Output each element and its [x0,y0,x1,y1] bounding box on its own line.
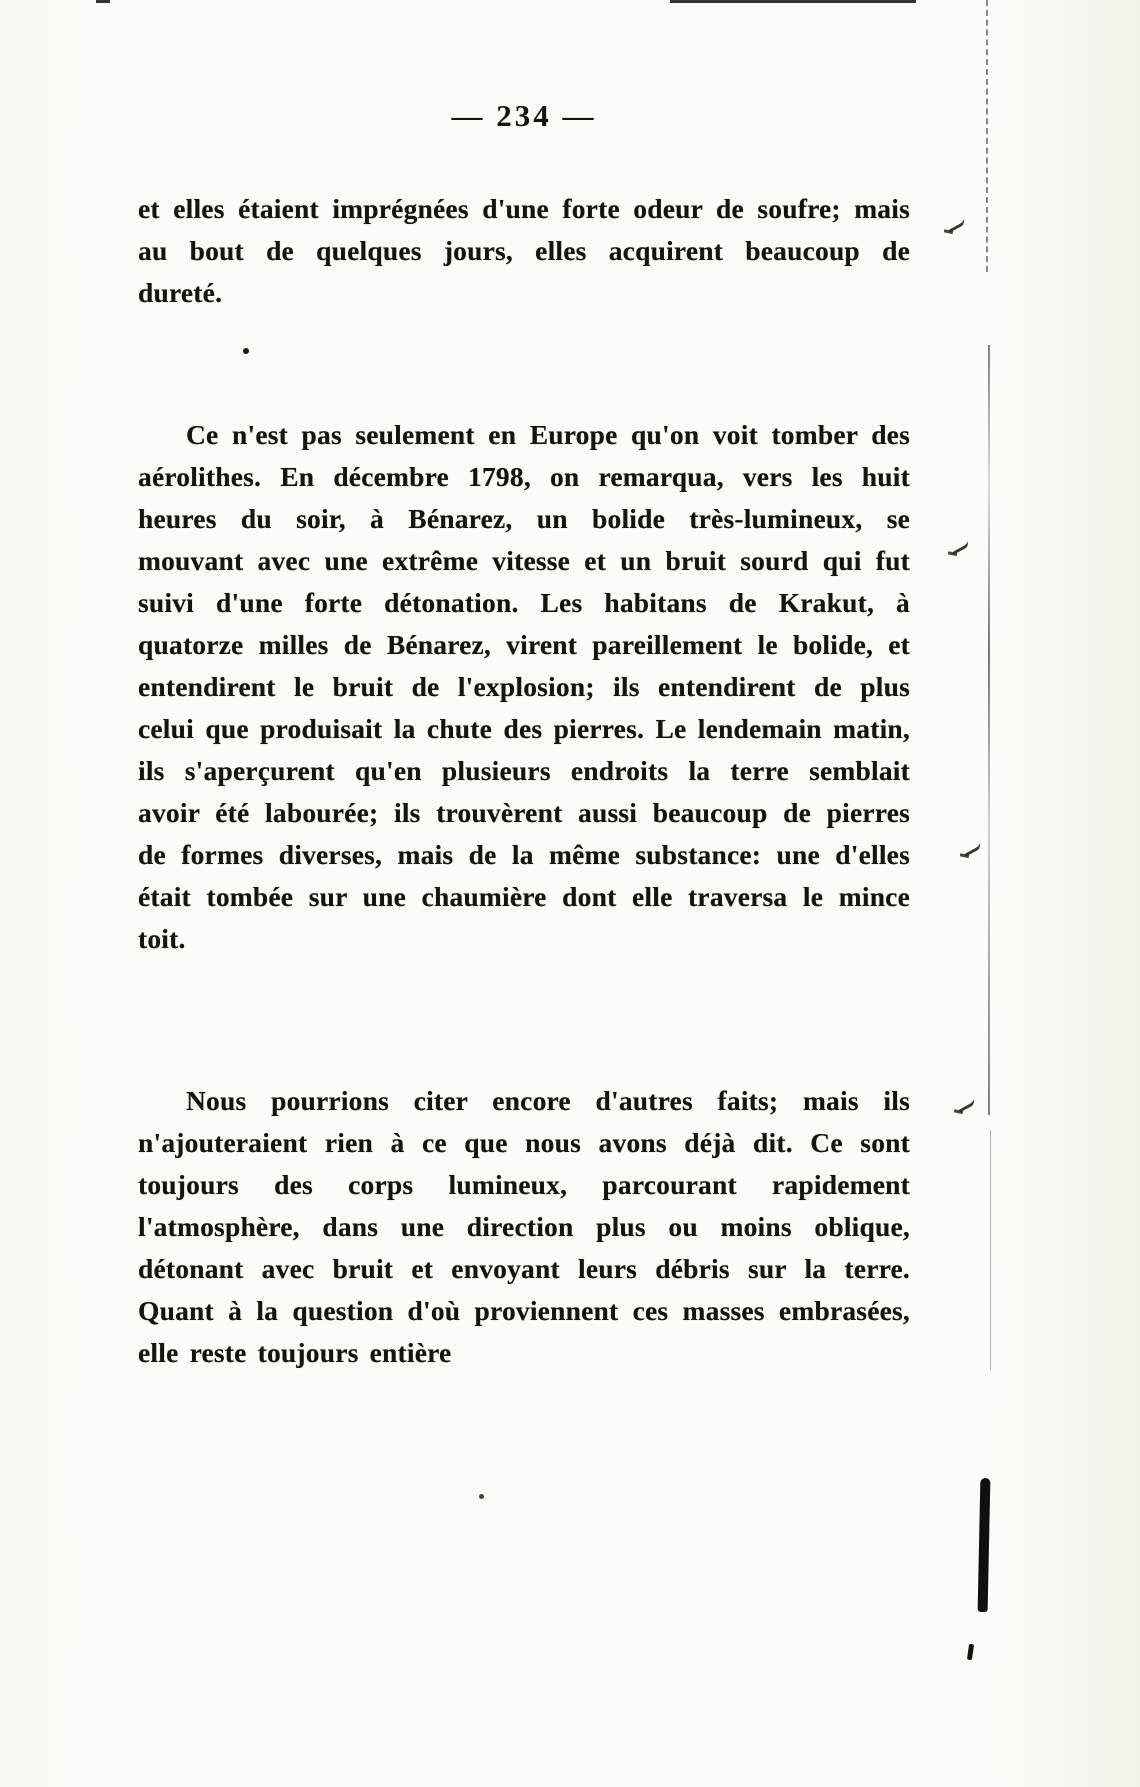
page-top-edge-line [96,0,916,3]
page-edge-line [988,345,990,1115]
ink-dot-after-paragraph [243,348,249,354]
paragraph-conclusion: Nous pourrions citer encore d'autres faits; mais ils n'ajouteraient rien à ce que nous avons déjà dit. Ce sont toujours des corps lumineux, parcourant rapidement l'atmosphère, dans une direction plus ou moins oblique, détonant avec bruit et envoyant leurs débris sur la terre. Quant à la question d'où proviennent ces masses embrasées, elle reste toujours entière [138,1084,910,1368]
page-edge-dashed-line [986,0,988,272]
margin-ink-mark-3 [960,837,982,857]
page-edge-ink-bar [978,1478,991,1612]
margin-ink-mark-4 [954,1093,976,1113]
margin-ink-tick [967,1644,974,1661]
margin-ink-mark-2 [948,535,970,555]
page-edge-line-lower [990,1130,991,1370]
paragraph-continuation: et elles étaient imprégnées d'une forte odeur de soufre; mais au bout de quelques jours, elles acquirent beaucoup de dureté. [138,192,910,308]
paragraph-benares-bolide: Ce n'est pas seulement en Europe qu'on voit tomber des aérolithes. En décembre 1798, on remarqua, vers les huit heures du soir, à Bénarez, un bolide très-lumineux, se mouvant avec une extrême vitesse et un bruit sourd qui fut suivi d'une forte détonation. Les habitans de Krakut, à quatorze milles de Bénarez, virent pareillement le bolide, et entendirent le bruit de l'explosion; ils entendirent de plus celui que produisait la chute des pierres. Le lendemain matin, ils s'aperçurent qu'en plusieurs endroits la terre semblait avoir été labourée; ils trouvèrent aussi beaucoup de pierres de formes diverses, mais de la même substance: une d'elles était tombée sur une chaumière dont elle traversa le mince toit. [138,418,910,954]
page-number: — 234 — [451,98,597,133]
ink-dot-lower [479,1494,484,1499]
margin-ink-mark-1 [944,213,966,233]
